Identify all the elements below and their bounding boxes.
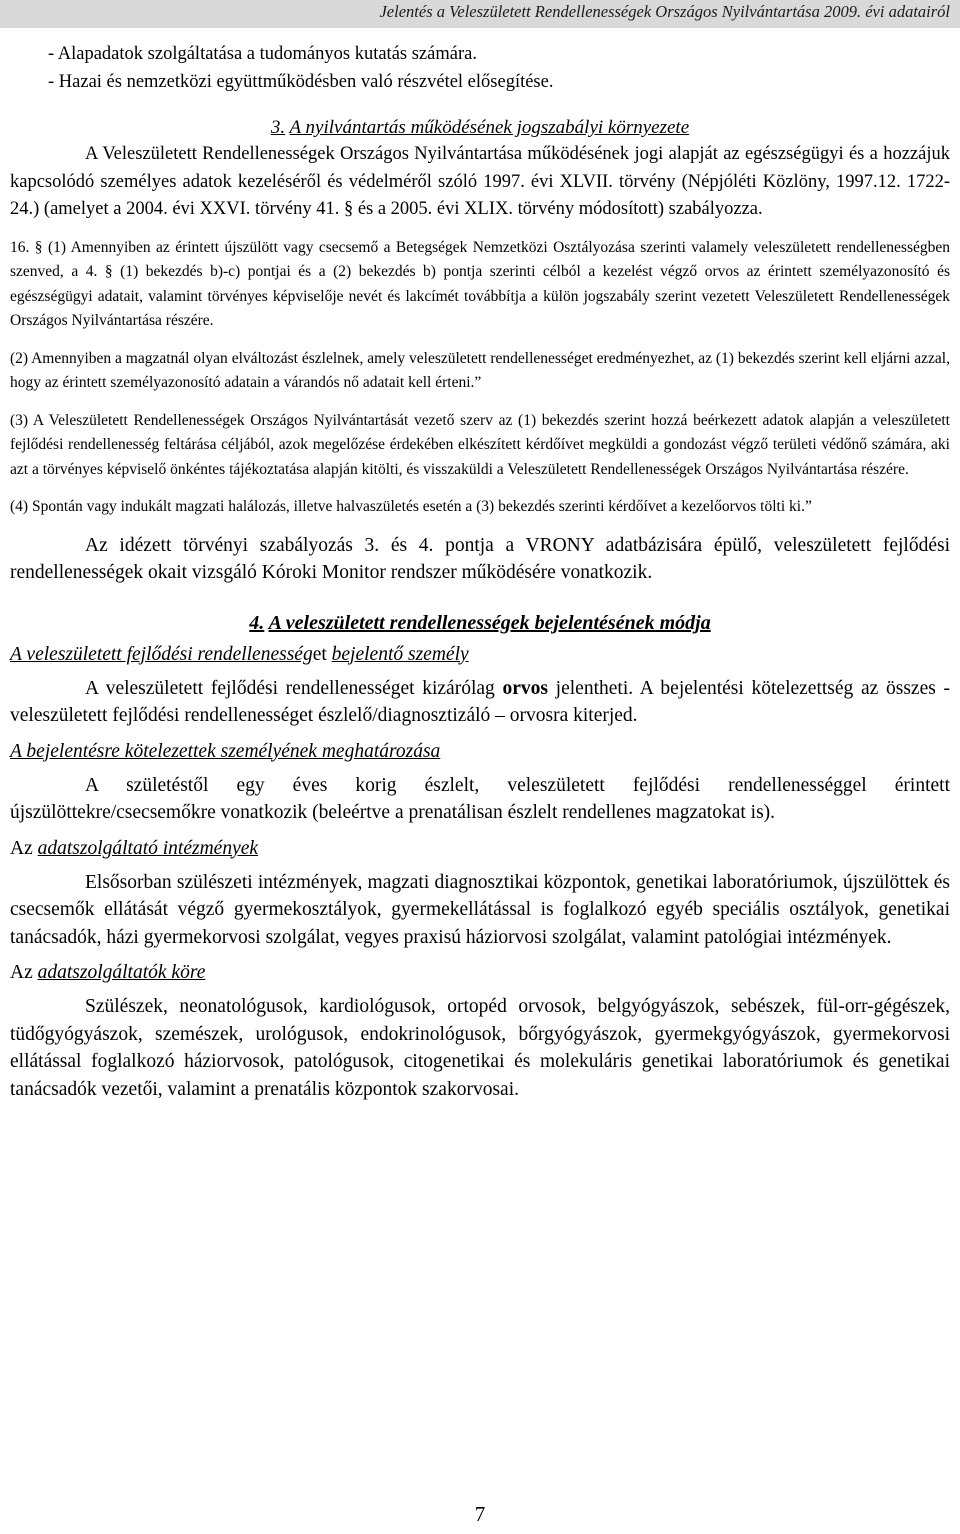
subsection-2-text: A születéstől egy éves korig észlelt, veleszületett fejlődési rendellenességgel érintett újszülöttekre/csecsemőkre vonatkozik (beleértve a prenatálisan észlelt rendellenes magzatokat is). [10, 774, 950, 823]
section-4-heading [10, 609, 950, 637]
law-quote-3: (3) A Veleszületett Rendellenességek Országos Nyilvántartását vezető szerv az (1) bekezdés szerint hozzá beérkezett adatok alapján a veleszületett fejlődési rendellenesség feltárása céljából, azok megelőzése érdekében elkészített kérdőívet megküldi a gondozást végző területi védőnő számára, aki azt a törvényes képviselő önkéntes tájékoztatása alapján kitölti, és visszaküldi a Veleszületett Rendellenességek Országos Nyilvántartása részére. [10, 411, 950, 478]
subsection-4-heading [10, 959, 950, 987]
subsection-3-text: Elsősorban szülészeti intézmények, magzati diagnosztikai központok, genetikai laboratóriumok, újszülöttek és csecsemők ellátását végző gyermekosztályok, gyermekellátással is foglalkozó egyéb speciális osztályok, genetikai tanácsadók, házi gyermekorvosi szolgálat, vegyes praxisú háziorvosi szolgálat, valamint patológiai intézmények. [10, 871, 950, 948]
subsection-1-text-before: A veleszületett fejlődési rendellenességet kizárólag [85, 677, 503, 699]
section-4-title: A veleszületett rendellenességek bejelentésének módja [268, 611, 711, 634]
page-content [10, 40, 950, 1103]
law-quote-4: (4) Spontán vagy indukált magzati halálozás, illetve halvaszületés esetén a (3) bekezdés szerinti kérdőívet a kezelőorvos tölti ki.” [10, 498, 812, 515]
subsection-2-heading-text: A bejelentésre kötelezettek személyének meghatározása [10, 740, 441, 762]
bullet-item: - Hazai és nemzetközi együttműködésben való részvétel elősegítése. [48, 72, 554, 92]
page-number: 7 [474, 1502, 486, 1526]
subsection-1-heading-part1: A veleszületett fejlődési rendellenesség [10, 643, 313, 665]
section-3-intro: A Veleszületett Rendellenességek Országos Nyilvántartása működésének jogi alapját az egészségügyi és a hozzájuk kapcsolódó személyes adatok kezeléséről és védelméről szóló 1997. évi XLVII. törvény (Népjóléti Közlöny, 1997.12. 1722-24.) (amelyet a 2004. évi XXVI. törvény 41. § és a 2005. évi XLIX. törvény módosított) szabályozza. [10, 144, 950, 219]
subsection-3-heading [10, 835, 950, 863]
section-3-closing: Az idézett törvényi szabályozás 3. és 4. pontja a VRONY adatbázisára épülő, veleszületett fejlődési rendellenességek okait vizsgáló Kóroki Monitor rendszer működésére vonatkozik. [10, 534, 950, 583]
subsection-3-heading-text: adatszolgáltató intézmények [37, 837, 259, 859]
bullet-item: - Alapadatok szolgáltatása a tudományos kutatás számára. [48, 44, 477, 64]
subsection-1-heading [10, 641, 950, 669]
section-3-heading [10, 114, 950, 141]
law-quote-2: (2) Amennyiben a magzatnál olyan elváltozást észlelnek, amely veleszületett rendellenességet eredményezhet, az (1) bekezdés szerint kell eljárni azzal, hogy az érintett személyazonosító adatain a várandós nő adatait kell érteni.” [10, 349, 950, 391]
subsection-1-text-bold: orvos [502, 677, 548, 699]
subsection-4-text: Szülészek, neonatológusok, kardiológusok, ortopéd orvosok, belgyógyászok, sebészek, fül-orr-gégészek, tüdőgyógyászok, szemészek, urológusok, endokrinológusok, bőrgyógyászok, gyermekgyógyászok, gyermekorvosi ellátással foglalkozó háziorvosok, patológusok, citogenetikai és molekuláris genetikai laboratóriumok és genetikai tanácsadók vezetői, valamint a prenatális központok szakorvosai. [10, 996, 950, 1100]
subsection-1-text [10, 675, 950, 730]
subsection-4-heading-text: adatszolgáltatók köre [37, 962, 206, 983]
subsection-4-heading-prefix: Az [10, 962, 38, 983]
subsection-2-heading [10, 738, 950, 766]
subsection-3-heading-prefix: Az [10, 837, 38, 859]
subsection-1-text-after: jelentheti. A bejelentési kötelezettség az összes - veleszületett fejlődési rendellenességet észlelő/diagnosztizáló – orvosra kiterjed. [10, 677, 950, 726]
section-3-title: A nyilvántartás működésének jogszabályi környezete [289, 117, 690, 138]
subsection-1-heading-part2: bejelentő személy [331, 643, 469, 665]
running-title: Jelentés a Veleszületett Rendellenességek Országos Nyilvántartása 2009. évi adatairól [379, 2, 950, 21]
section-4-number: 4. [249, 611, 265, 634]
law-quote-1: 16. § (1) Amennyiben az érintett újszülött vagy csecsemő a Betegségek Nemzetközi Osztályozása szerinti valamely veleszületett rendellenességben szenved, a 4. § (1) bekezdés b)-c) pontjai és a (2) bekezdés b) pontja szerinti célból a kezelést végző orvos az érintett személyazonosító és egészségügyi adatait, valamint törvényes képviselője nevét és lakcímét továbbítja a külön jogszabály szerint vezetett Veleszületett Rendellenességek Országos Nyilvántartása részére. [10, 238, 950, 329]
subsection-1-heading-part2-prefix: et [312, 643, 332, 665]
section-3-number: 3. [270, 117, 286, 138]
page-header [0, 0, 960, 28]
